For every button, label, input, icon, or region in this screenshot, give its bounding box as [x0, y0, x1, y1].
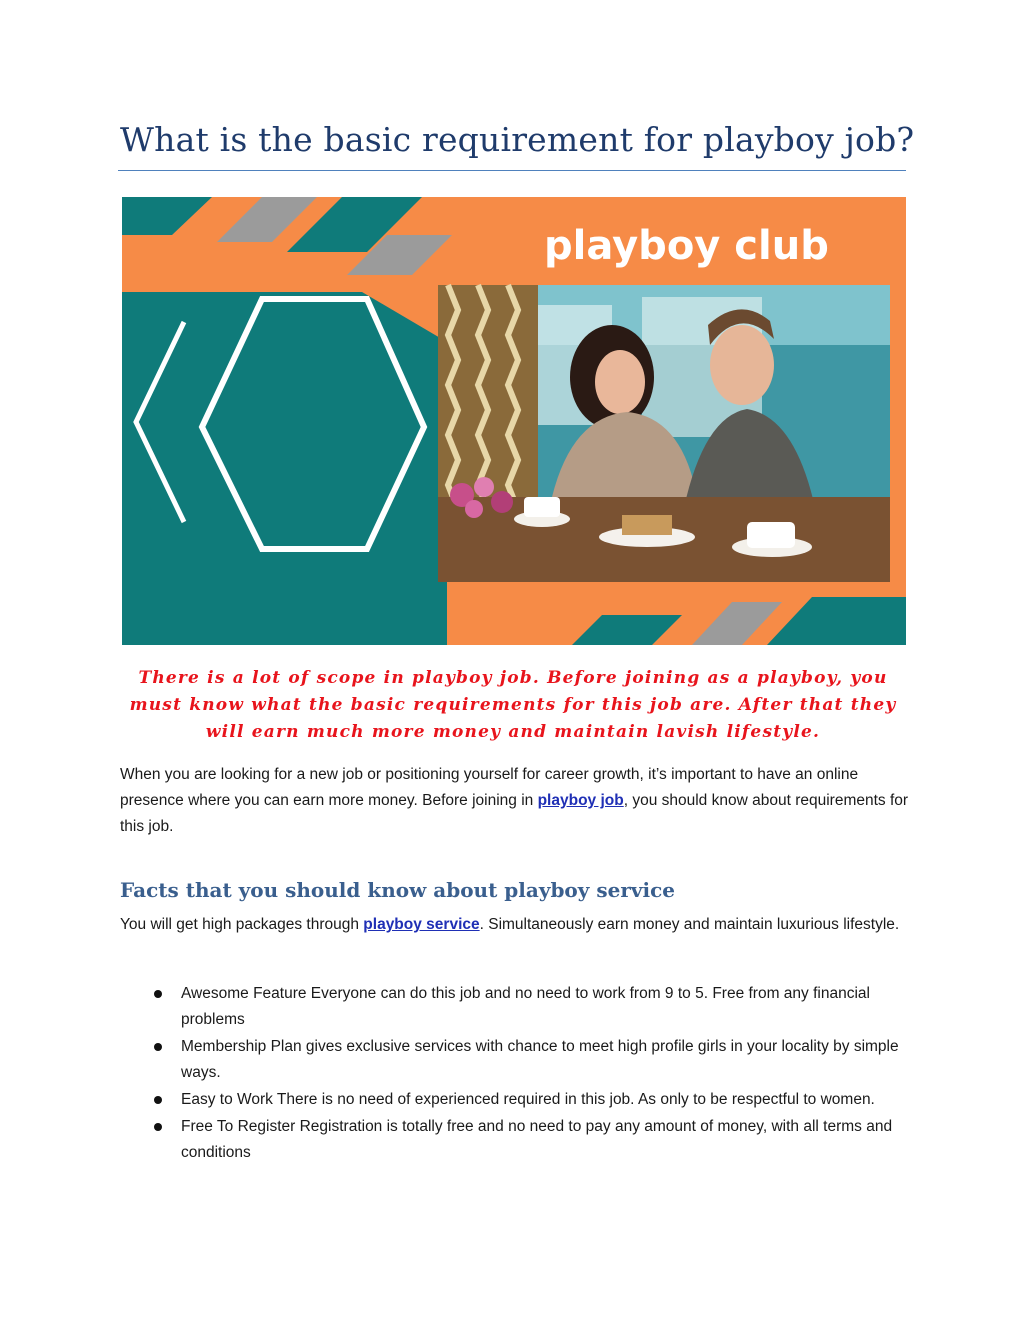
banner-text: playboy club: [544, 223, 829, 269]
page-title: What is the basic requirement for playboy job?: [120, 120, 915, 159]
list-item: [120, 981, 910, 1033]
paragraph-text: You will get high packages through: [120, 916, 364, 933]
bullet-icon: [154, 1043, 162, 1051]
bullet-icon: [154, 990, 162, 998]
paragraph-text: When you are looking for a new job or positioning yourself for career growth, it’s important to have an online presence where you can earn more money. Before joining in: [120, 766, 859, 809]
playboy-job-link[interactable]: playboy job: [537, 792, 624, 809]
paragraph-text: , you should know about requirements for this job.: [120, 792, 909, 835]
playboy-service-link[interactable]: playboy service: [363, 916, 480, 933]
list-item: [120, 1087, 910, 1113]
section-heading: Facts that you should know about playboy service: [120, 878, 675, 902]
feature-list: [120, 981, 910, 1167]
title-underline: [118, 170, 906, 171]
paragraph-packages: [120, 912, 910, 938]
list-item-text: Easy to Work There is no need of experienced required in this job. As only to be respectful to women.: [181, 1091, 875, 1108]
bullet-icon: [154, 1123, 162, 1131]
hero-image: [122, 197, 906, 645]
list-item-text: Free To Register Registration is totally free and no need to pay any amount of money, with all terms and conditions: [181, 1118, 893, 1161]
bullet-icon: [154, 1096, 162, 1104]
intro-highlight: There is a lot of scope in playboy job. Before joining as a playboy, you must know what the basic requirements for this job are. After that they will earn much more money and maintain lavish lifestyle.: [129, 668, 897, 742]
list-item-text: Awesome Feature Everyone can do this job and no need to work from 9 to 5. Free from any financial problems: [181, 985, 870, 1028]
list-item: [120, 1114, 910, 1166]
list-item-text: Membership Plan gives exclusive services with chance to meet high profile girls in your locality by simple ways.: [181, 1038, 899, 1081]
couple-photo: [438, 285, 890, 582]
paragraph-text: . Simultaneously earn money and maintain luxurious lifestyle.: [479, 916, 900, 933]
list-item: [120, 1034, 910, 1086]
paragraph-online-presence: [120, 762, 910, 840]
